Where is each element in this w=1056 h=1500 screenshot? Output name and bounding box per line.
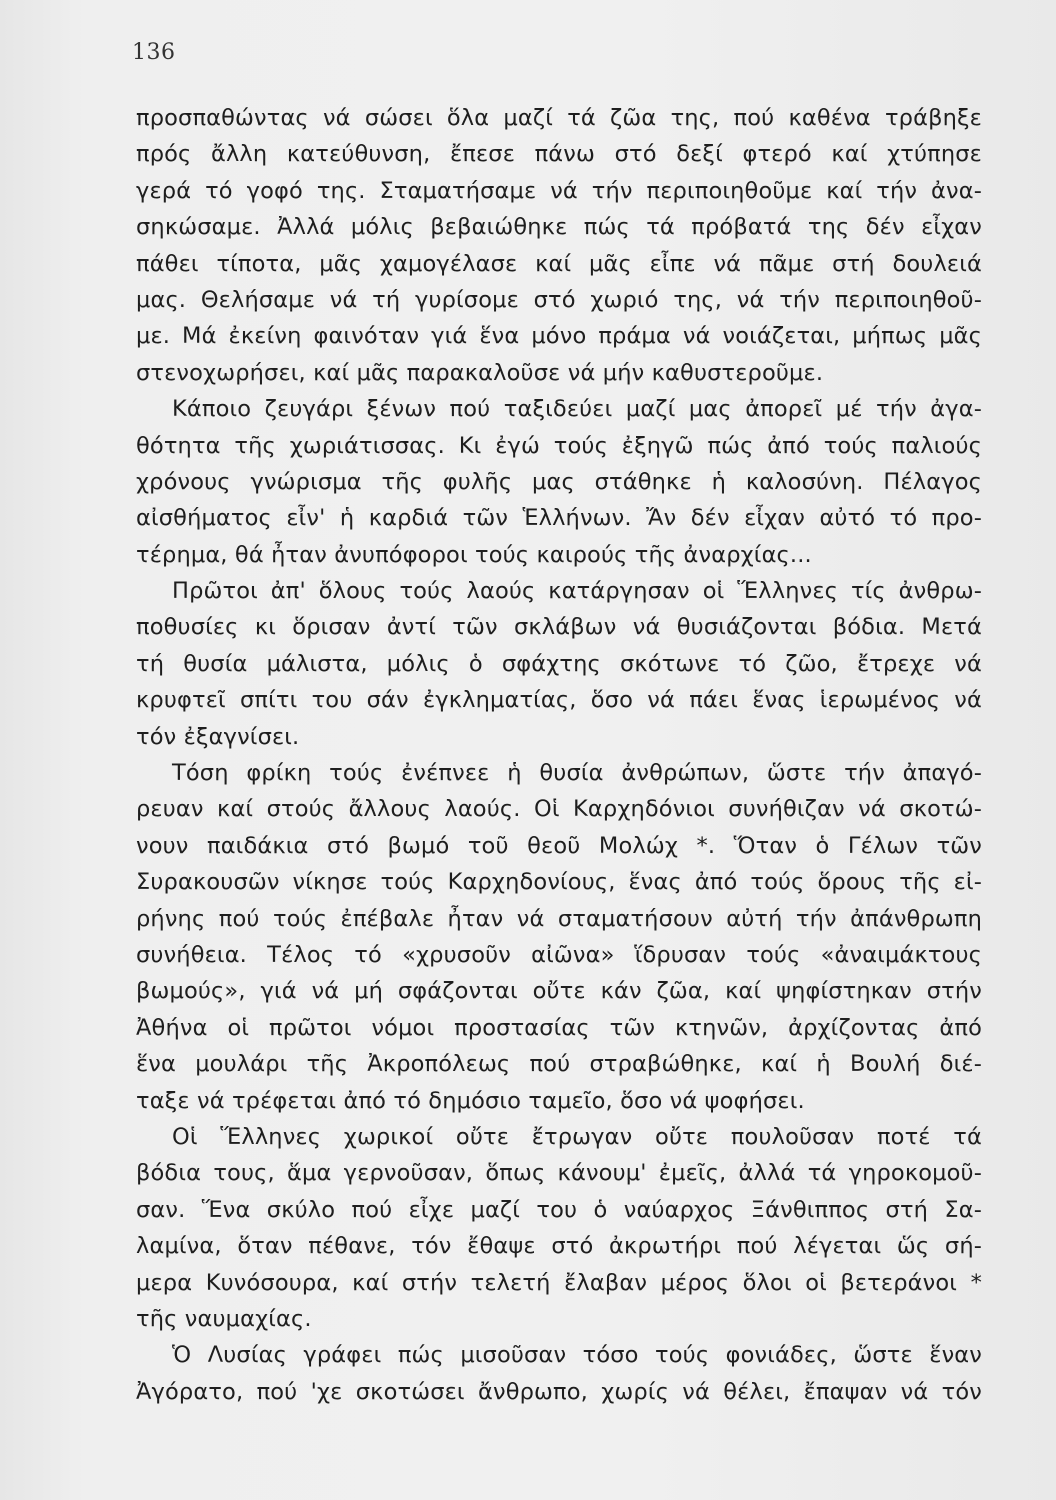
text-line: ταξε νά τρέφεται ἀπό τό δημόσιο ταμεῖο, ὅσο νά ψοφήσει.	[136, 1087, 805, 1114]
text-line: Τόση φρίκη τούς ἐνέπνεε ἡ θυσία ἀνθρώπων, ὥστε τήν ἀπαγό-	[172, 760, 982, 787]
text-line: προσπαθώντας νά σώσει ὅλα μαζί τά ζῶα της, πού καθένα τράβηξε	[136, 105, 982, 131]
text-line: Ὁ Λυσίας γράφει πώς μισοῦσαν τόσο τούς φονιάδες, ὥστε ἕναν	[172, 1342, 982, 1369]
text-line: μερα Κυνόσουρα, καί στήν τελετή ἔλαβαν μέρος ὅλοι οἱ βετεράνοι *	[136, 1269, 982, 1296]
text-line: Ἀγόρατο, πού 'χε σκοτώσει ἄνθρωπο, χωρίς νά θέλει, ἔπαψαν νά τόν	[136, 1378, 982, 1405]
text-line: γερά τό γοφό της. Σταματήσαμε νά τήν περιποιηθοῦμε καί τήν ἀνα-	[136, 177, 982, 204]
paragraph	[136, 755, 982, 1119]
text-line: συνήθεια. Τέλος τό «χρυσοῦν αἰῶνα» ἵδρυσαν τούς «ἀναιμάκτους	[136, 941, 982, 968]
text-line: τέρημα, θά ἦταν ἀνυπόφοροι τούς καιρούς τῆς ἀναρχίας...	[136, 541, 812, 568]
text-line: κρυφτεῖ σπίτι του σάν ἐγκληματίας, ὅσο νά πάει ἕνας ἱερωμένος νά	[136, 687, 982, 714]
text-line: με. Μά ἐκείνη φαινόταν γιά ἕνα μόνο πράμα νά νοιάζεται, μήπως μᾶς	[136, 323, 982, 350]
paragraph	[136, 391, 982, 573]
text-line: Ἀθήνα οἱ πρῶτοι νόμοι προστασίας τῶν κτηνῶν, ἀρχίζοντας ἀπό	[136, 1014, 982, 1041]
paragraph	[136, 1337, 982, 1410]
text-line: λαμίνα, ὅταν πέθανε, τόν ἔθαψε στό ἀκρωτήρι πού λέγεται ὥς σή-	[136, 1233, 982, 1260]
text-line: Οἱ Ἕλληνες χωρικοί οὔτε ἔτρωγαν οὔτε πουλοῦσαν ποτέ τά	[172, 1123, 982, 1150]
text-line: ἕνα μουλάρι τῆς Ἀκροπόλεως πού στραβώθηκε, καί ἡ Βουλή διέ-	[136, 1051, 982, 1078]
text-line: βόδια τους, ἅμα γερνοῦσαν, ὅπως κάνουμ' ἐμεῖς, ἀλλά τά γηροκομοῦ-	[136, 1160, 982, 1187]
text-line: σαν. Ἕνα σκύλο πού εἶχε μαζί του ὁ ναύαρχος Ξάνθιππος στή Σα-	[136, 1196, 982, 1223]
text-line: ποθυσίες κι ὅρισαν ἀντί τῶν σκλάβων νά θυσιάζονται βόδια. Μετά	[136, 614, 982, 641]
text-line: τόν ἐξαγνίσει.	[136, 723, 300, 750]
text-line: Κάποιο ζευγάρι ξένων πού ταξιδεύει μαζί μας ἀπορεῖ μέ τήν ἀγα-	[172, 396, 982, 423]
text-line: μας. Θελήσαμε νά τή γυρίσομε στό χωριό της, νά τήν περιποιηθοῦ-	[136, 286, 982, 313]
page-number: 136	[132, 40, 176, 65]
body-text	[136, 100, 982, 1410]
text-line: Συρακουσῶν νίκησε τούς Καρχηδονίους, ἕνας ἀπό τούς ὅρους τῆς εἰ-	[136, 869, 982, 896]
text-line: τή θυσία μάλιστα, μόλις ὁ σφάχτης σκότωνε τό ζῶο, ἔτρεχε νά	[136, 650, 982, 677]
text-line: αἰσθήματος εἶν' ἡ καρδιά τῶν Ἑλλήνων. Ἄν δέν εἶχαν αὐτό τό προ-	[136, 505, 982, 532]
text-line: πάθει τίποτα, μᾶς χαμογέλασε καί μᾶς εἶπε νά πᾶμε στή δουλειά	[136, 250, 982, 277]
text-line: ρευαν καί στούς ἄλλους λαούς. Οἱ Καρχηδόνιοι συνήθιζαν νά σκοτώ-	[136, 796, 982, 823]
text-line: βωμούς», γιά νά μή σφάζονται οὔτε κάν ζῶα, καί ψηφίστηκαν στήν	[136, 978, 982, 1005]
paragraph	[136, 573, 982, 755]
text-line: ρήνης πού τούς ἐπέβαλε ἦταν νά σταματήσουν αὐτή τήν ἀπάνθρωπη	[136, 905, 982, 932]
text-line: θότητα τῆς χωριάτισσας. Κι ἐγώ τούς ἐξηγῶ πώς ἀπό τούς παλιούς	[136, 432, 982, 459]
text-line: τῆς ναυμαχίας.	[136, 1305, 312, 1332]
text-line: πρός ἄλλη κατεύθυνση, ἔπεσε πάνω στό δεξί φτερό καί χτύπησε	[136, 141, 982, 168]
text-line: Πρῶτοι ἀπ' ὅλους τούς λαούς κατάργησαν οἱ Ἕλληνες τίς ἀνθρω-	[172, 578, 982, 605]
text-line: στενοχωρήσει, καί μᾶς παρακαλοῦσε νά μήν καθυστεροῦμε.	[136, 359, 824, 386]
paragraph	[136, 1119, 982, 1337]
text-line: σηκώσαμε. Ἀλλά μόλις βεβαιώθηκε πώς τά πρόβατά της δέν εἶχαν	[136, 214, 982, 241]
paragraph	[136, 100, 982, 391]
text-line: νουν παιδάκια στό βωμό τοῦ θεοῦ Μολώχ *. Ὅταν ὁ Γέλων τῶν	[136, 832, 982, 859]
text-line: χρόνους γνώρισμα τῆς φυλῆς μας στάθηκε ἡ καλοσύνη. Πέλαγος	[136, 468, 982, 495]
